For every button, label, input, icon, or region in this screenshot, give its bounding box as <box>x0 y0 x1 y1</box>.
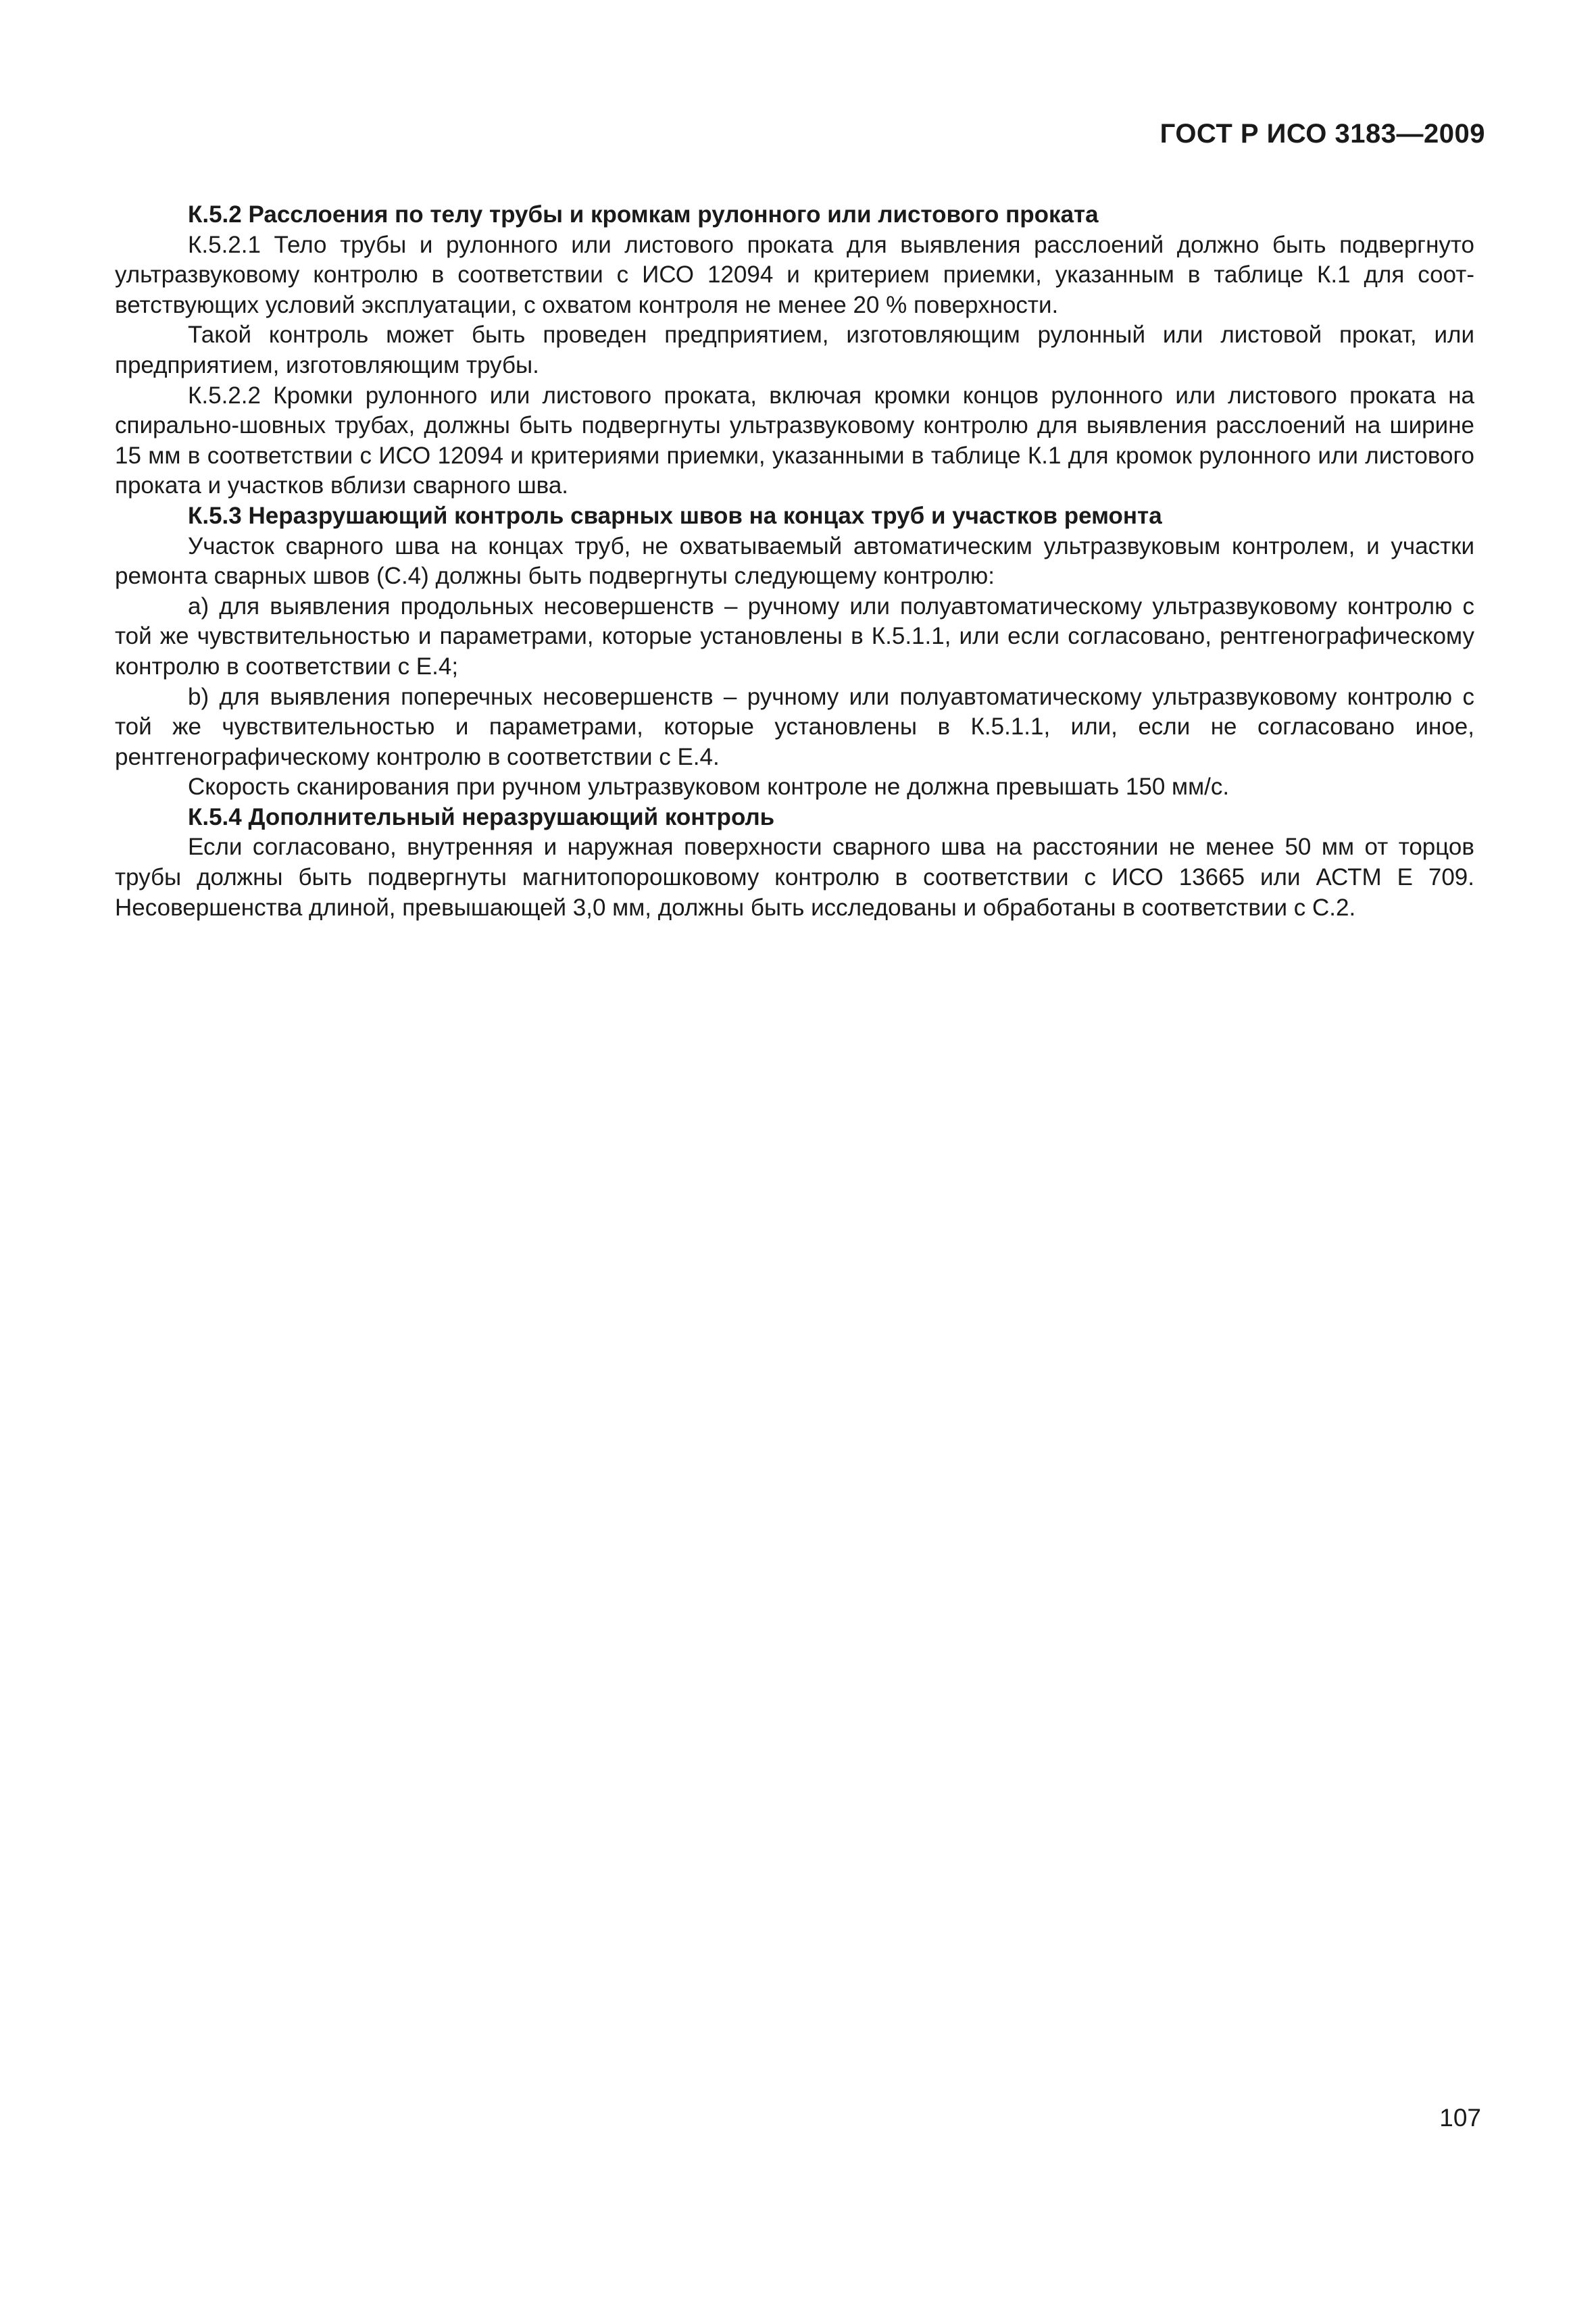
paragraph-k54: Если согласовано, внутренняя и наружная поверхности сварного шва на расстоянии не менее 50 мм от торцов трубы должны быть подвергнуты магнитопорошковому контролю в соответствии с ИСО 13665 или АСТМ Е 709. Несовершенства длиной, превышающей 3,0 мм, должны быть исследованы и обработаны в соответствии с С.2. <box>115 834 1474 921</box>
paragraph-k522: К.5.2.2 Кромки рулонного или листового проката, включая кромки концов рулонного или листового проката на спирально-шовных трубах, должны быть подвергнуты ультразвуковому контролю для выявления расслоений на ширине 15 мм в соответствии с ИСО 12094 и критериями приемки, указанными в таблице К.1 для кромок рулонного или листового проката и участков вблизи сварного шва. <box>115 382 1474 499</box>
section-heading-k52: К.5.2 Расслоения по телу трубы и кромкам рулонного или листового проката <box>188 201 1099 228</box>
paragraph-k53-item-b: b) для выявления поперечных несовершенств – ручному или полуавтоматическому ультразвуковому контролю с той же чувствительностью и параметрами, которые установлены в К.5.1.1, или, если не согласовано иное, рентгенографическому контролю в соответствии с Е.4. <box>115 683 1474 770</box>
standard-id-header: ГОСТ Р ИСО 3183—2009 <box>1159 119 1485 149</box>
paragraph-k53-item-a: а) для выявления продольных несовершенств – ручному или полуавтоматическому ультразвуковому контролю с той же чувствительностью и параметрами, которые установлены в К.5.1.1, или если согласовано, рентгенографическому контролю в соответствии с Е.4; <box>115 593 1474 680</box>
page-number: 107 <box>1439 2104 1481 2132</box>
paragraph-k521-note: Такой контроль может быть проведен предприятием, изготовляющим рулонный или листовой прокат, или предприятием, изготовляющим трубы. <box>115 322 1474 378</box>
paragraph-k521: К.5.2.1 Тело трубы и рулонного или листового проката для выявления расслоений должно быть подвергнуто ультразвуковому контролю в соответствии с ИСО 12094 и критерием приемки, указанным в таблице К.1 для соответствующих условий эксплуатации, с охватом контроля не менее 20 % поверхности. <box>115 231 1474 318</box>
paragraph-k53-scan-speed: Скорость сканирования при ручном ультразвуковом контроле не должна превышать 150 мм/с. <box>188 774 1230 801</box>
paragraph-k53-intro: Участок сварного шва на концах труб, не охватываемый автоматическим ультразвуковым контролем, и участки ремонта сварных швов (С.4) должны быть подвергнуты следующему контролю: <box>115 532 1474 590</box>
document-body <box>115 200 1474 923</box>
section-heading-k53: К.5.3 Неразрушающий контроль сварных швов на концах труб и участков ремонта <box>188 502 1162 529</box>
section-heading-k54: К.5.4 Дополнительный неразрушающий контроль <box>188 803 775 830</box>
